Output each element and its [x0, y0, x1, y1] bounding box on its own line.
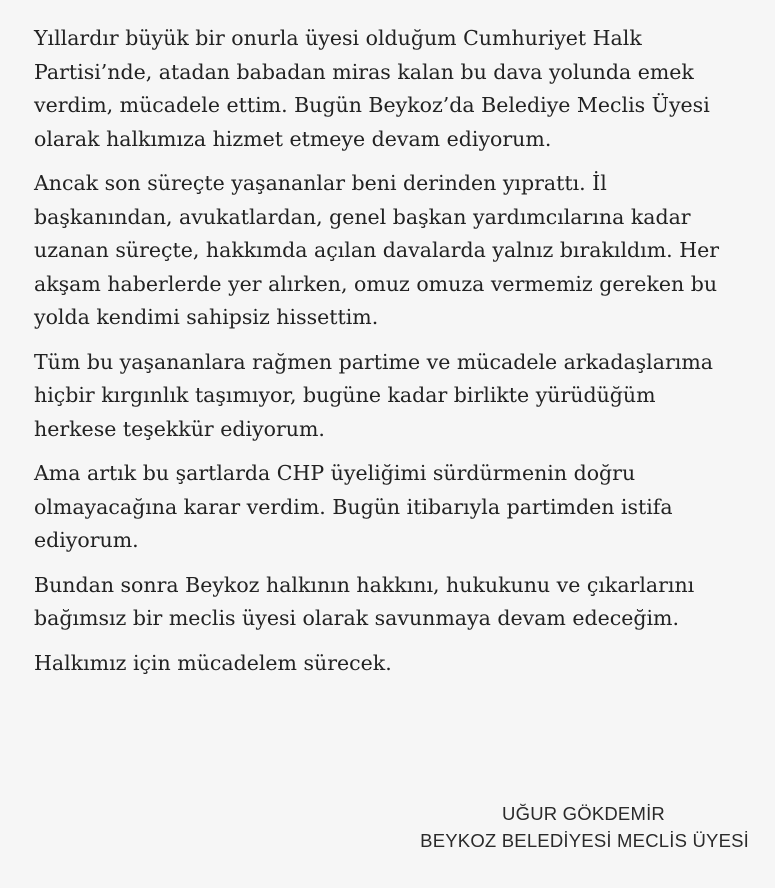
paragraph-grievance: Ancak son süreçte yaşananlar beni derinden yıprattı. İl başkanından, avukatlardan, genel başkan yardımcılarına kadar uzanan süreçte, hakkımda açılan davalarda yalnız bırakıldım. Her akşam haberlerde yer alırken, omuz omuza vermemiz gereken bu yolda kendimi sahipsiz hissettim.: [34, 171, 720, 329]
signature-title: BEYKOZ BELEDİYESİ MECLİS ÜYESİ: [420, 830, 749, 851]
letter-body: [34, 22, 762, 691]
paragraph-gratitude: Tüm bu yaşananlara rağmen partime ve mücadele arkadaşlarıma hiçbir kırgınlık taşımıyor, bugüne kadar birlikte yürüdüğüm herkese teşekkür ediyorum.: [34, 349, 713, 441]
paragraph-intro: Yıllardır büyük bir onurla üyesi olduğum Cumhuriyet Halk Partisi’nde, atadan babadan miras kalan bu dava yolunda emek verdim, mücadele ettim. Bugün Beykoz’da Belediye Meclis Üyesi olarak halkımıza hizmet etmeye devam ediyorum.: [34, 26, 710, 151]
paragraph-future: Bundan sonra Beykoz halkının hakkını, hukukunu ve çıkarlarını bağımsız bir meclis üyesi olarak savunmaya devam edeceğim.: [34, 572, 695, 630]
paragraph-resignation: Ama artık bu şartlarda CHP üyeliğimi sürdürmenin doğru olmayacağına karar verdim. Bugün itibarıyla partimden istifa ediyorum.: [34, 461, 673, 552]
signature-block: [420, 800, 749, 854]
signature-name: UĞUR GÖKDEMİR: [502, 803, 665, 824]
paragraph-closing: Halkımız için mücadelem sürecek.: [34, 650, 392, 675]
